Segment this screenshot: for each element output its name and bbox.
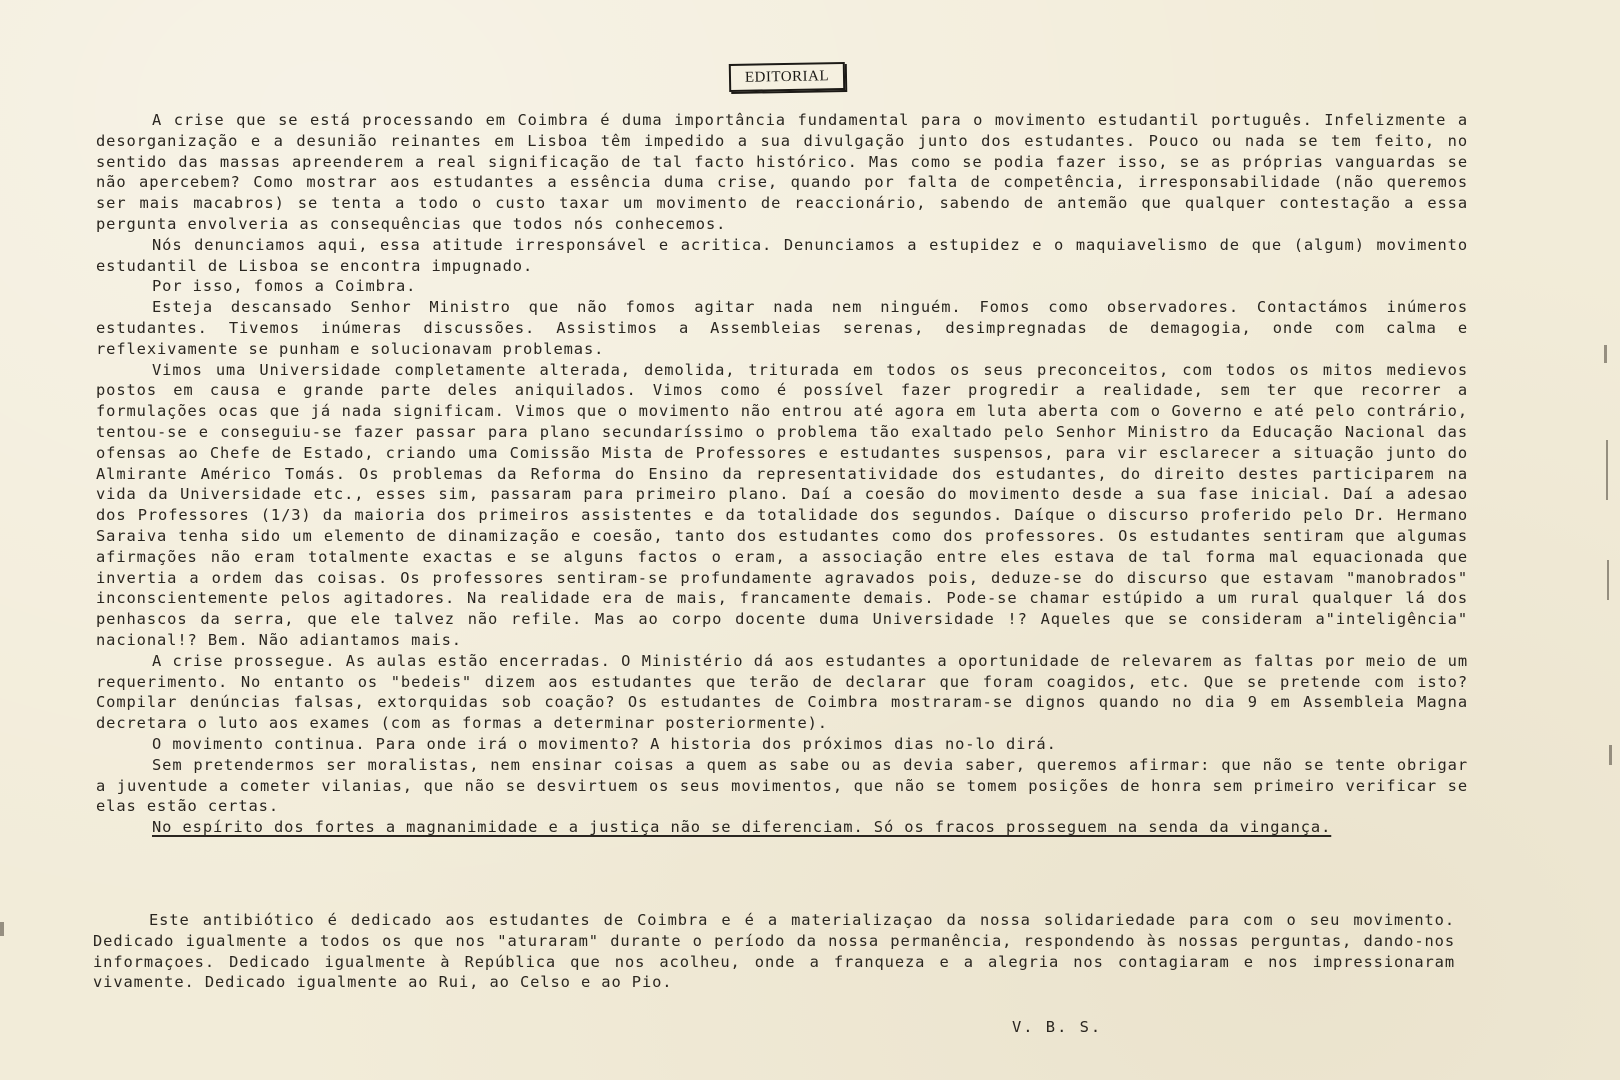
paragraph-8: Sem pretendermos ser moralistas, nem ensinar coisas a quem as sabe ou as devia saber, queremos afirmar: que não se tente obrigar a juventude a cometer vilanias, que não se desvirtuem os seus movimentos, que não se tomem posições de honra sem primeiro verificar se elas estão certas. [96,755,1468,816]
signature: V. B. S. [1012,1018,1103,1036]
editorial-stamp [729,62,845,92]
paragraph-2: Nós denunciamos aqui, essa atitude irresponsável e acritica. Denunciamos a estupidez e o maquiavelismo de que (algum) movimento estudantil de Lisboa se encontra impugnado. [96,235,1468,275]
motto: No espírito dos fortes a magnanimidade e a justiça não se diferenciam. Só os fracos prosseguem na senda da vingança. [152,818,1332,837]
section-label: EDITORIAL [744,67,830,86]
edge-mark [1609,745,1612,765]
paragraph-4: Esteja descansado Senhor Ministro que não fomos agitar nada nem ninguém. Fomos como observadores. Contactámos inúmeros estudantes. Tivemos inúmeras discussões. Assistimos a Assembleias serenas, desimpregnadas de demagogia, onde com calma e reflexivamente se punham e solucionavam problemas. [96,298,1468,358]
paragraph-1: A crise que se está processando em Coimbra é duma importância fundamental para o movimento estudantil português. Infelizmente a desorganização e a desunião reinantes em Lisboa têm impedido a sua divulgação junto dos estudantes. Pouco ou nada se tem feito, no sentido das massas apreenderem a real significação de tal facto histórico. Mas como se podia fazer isso, se as próprias vanguardas se não apercebem? Como mostrar aos estudantes a essência duma crise, quando por falta de competência, irresponsabilidade (não queremos ser mais macabros) se tenta a todo o custo taxar um movimento de reaccionário, sabendo de antemão que qualquer contestação a essa pergunta envolveria as consequências que todos nós conhecemos. [96,111,1468,233]
editorial-body [96,110,1468,838]
paragraph-5: Vimos uma Universidade completamente alterada, demolida, triturada em todos os seus preconceitos, com todos os mitos medievos postos em causa e grande parte deles aniquilados. Vimos como é possível fazer progredir a realidade, sem ter que recorrer a formulações ocas que já nada significam. Vimos que o movimento não entrou até agora em luta aberta com o Governo e até pelo contrário, tentou-se e conseguiu-se fazer passar para plano secundaríssimo o problema tão exaltado pelo Senhor Ministro da Educação Nacional das ofensas ao Chefe de Estado, criando uma Comissão Mista de Professores e estudantes suspensos, para vir esclarecer a situação junto do Almirante Américo Tomás. Os problemas da Reforma do Ensino da representatividade dos estudantes, do direito destes participarem na vida da Universidade etc., esses sim, passaram para primeiro plano. Daí a coesão do movimento desde a sua fase inicial. Daí a adesao dos Professores (1/3) da maioria dos primeiros assistentes e da totalidade dos segundos. Daíque o discurso proferido pelo Dr. Hermano Saraiva tenha sido um elemento de dinamização e coesão, tanto dos estudantes como dos professores. Os estudantes sentiram que algumas afirmações não eram totalmente exactas e se alguns factos o eram, a associação entre eles estava de tal forma mal equacionada que invertia a ordem das coisas. Os professores sentiram-se profundamente agravados pois, deduze-se do discurso que estavam "manobrados" inconscientemente pelos agitadores. Na realidade era de mais, francamente demais. Pode-se chamar estúpido a um rural qualquer lá dos penhascos da serra, que ele talvez não refile. Mas ao corpo docente duma Universidade !? Aqueles que se consideram a"inteligência" nacional!? Bem. Não adiantamos mais. [96,360,1468,649]
paragraph-6: A crise prossegue. As aulas estão encerradas. O Ministério dá aos estudantes a oportunidade de relevarem as faltas por meio de um requerimento. No entanto os "bedeis" dizem aos estudantes que terão de declarar que foram coagidos, etc. Que se pretende com isto? Compilar denúncias falsas, extorquidas sob coação? Os estudantes de Coimbra mostraram-se dignos quando no dia 9 em Assembleia Magna decretara o luto aos exames (com as formas a determinar posteriormente). [96,651,1468,733]
edge-mark [1604,345,1607,363]
edge-mark [1606,440,1608,500]
dedication [93,910,1455,993]
dedication-text: Este antibiótico é dedicado aos estudantes de Coimbra e é a materializaçao da nossa solidariedade para com o seu movimento. Dedicado igualmente a todos os que nos "aturaram" durante o período da nossa permanência, respondendo às nossas perguntas, dando-nos informaçoes. Dedicado igualmente à República que nos acolheu, onde a franqueza e a alegria nos contagiaram e nos impressionaram vivamente. Dedicado igualmente ao Rui, ao Celso e ao Pio. [93,911,1455,992]
paragraph-3: Por isso, fomos a Coimbra. [152,277,417,296]
edge-mark [1607,560,1609,600]
paragraph-7: O movimento continua. Para onde irá o movimento? A historia dos próximos dias no-lo dirá. [152,734,1057,753]
edge-mark [0,922,4,936]
